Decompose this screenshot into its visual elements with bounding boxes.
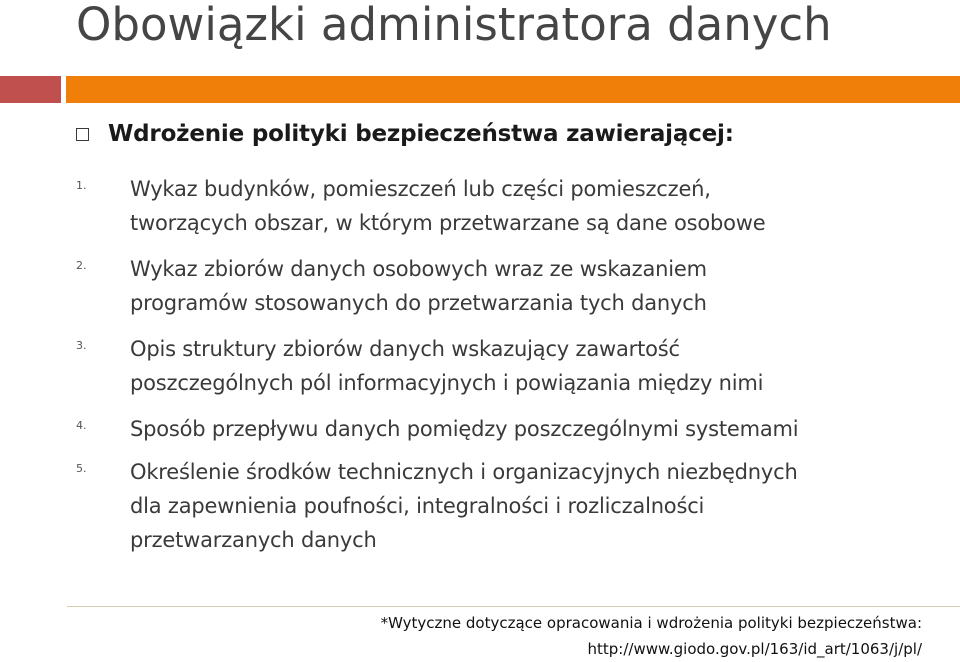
- title-accent-bar-left: [0, 76, 61, 103]
- item-text: [130, 332, 763, 400]
- item-text: [130, 172, 765, 240]
- item-text: [130, 412, 798, 446]
- footnote-link[interactable]: http://www.giodo.gov.pl/163/id_art/1063/j/pl/: [587, 640, 922, 658]
- list-item: [76, 172, 946, 240]
- footnote: [381, 610, 922, 662]
- item-line: poszczególnych pól informacyjnych i powiązania między nimi: [130, 371, 764, 395]
- square-bullet-icon: [76, 128, 89, 141]
- item-line: tworzących obszar, w którym przetwarzane są dane osobowe: [130, 211, 766, 235]
- item-number: 4.: [76, 419, 87, 432]
- item-line: programów stosowanych do przetwarzania tych danych: [130, 291, 707, 315]
- item-text: [130, 252, 707, 320]
- item-number: 5.: [76, 462, 87, 475]
- item-line: dla zapewnienia poufności, integralności i rozliczalności: [130, 494, 705, 518]
- item-number: 3.: [76, 339, 87, 352]
- bullet-heading: [76, 121, 734, 147]
- slide-title: Obowiązki administratora danych: [76, 0, 832, 51]
- item-line: przetwarzanych danych: [130, 528, 377, 552]
- item-line: Opis struktury zbiorów danych wskazujący zawartość: [130, 337, 680, 361]
- item-line: Sposób przepływu danych pomiędzy poszczególnymi systemami: [130, 417, 799, 441]
- item-line: Wykaz budynków, pomieszczeń lub części pomieszczeń,: [130, 177, 711, 201]
- heading-text: Wdrożenie polityki bezpieczeństwa zawierającej:: [108, 121, 734, 147]
- item-number: 1.: [76, 179, 87, 192]
- footnote-divider: [67, 606, 960, 607]
- item-line: Wykaz zbiorów danych osobowych wraz ze wskazaniem: [130, 257, 707, 281]
- list-item: [76, 412, 946, 446]
- footnote-text: *Wytyczne dotyczące opracowania i wdrożenia polityki bezpieczeństwa:: [380, 614, 922, 632]
- item-line: Określenie środków technicznych i organizacyjnych niezbędnych: [130, 460, 798, 484]
- title-accent-bar: [66, 76, 960, 103]
- list-item: [76, 455, 946, 557]
- item-text: [130, 455, 798, 557]
- list-item: [76, 332, 946, 400]
- item-number: 2.: [76, 259, 87, 272]
- list-item: [76, 252, 946, 320]
